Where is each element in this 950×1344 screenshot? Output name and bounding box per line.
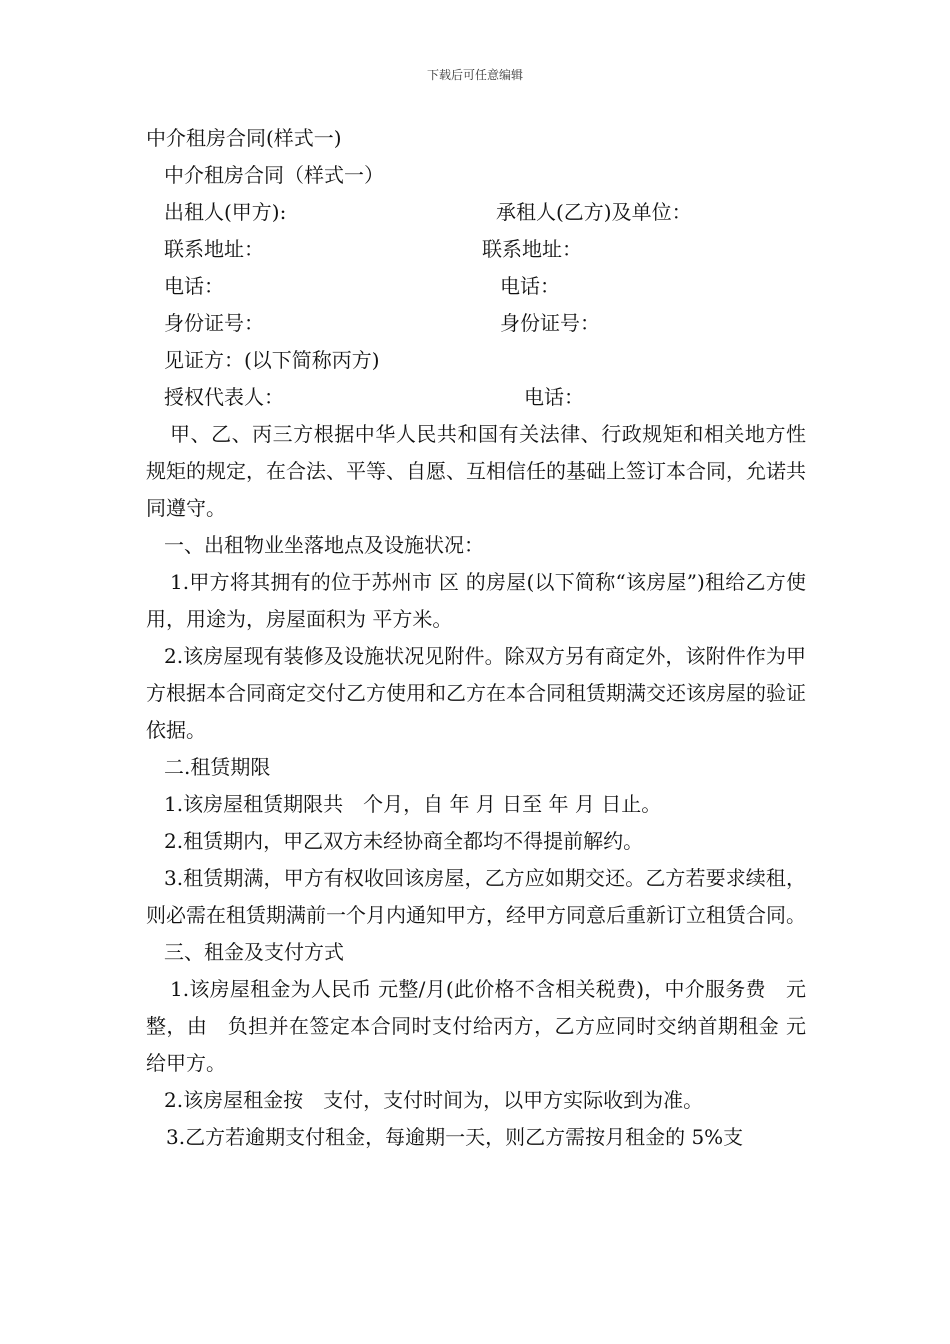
- lessor-phone-label: 电话：: [164, 274, 224, 298]
- section-1-heading: 一、出租物业坐落地点及设施状况：: [164, 533, 484, 557]
- section-3-item-1: 1.该房屋租金为人民币 元整/月(此价格不含相关税费)，中介服务费 元整，由 负担并在签定本合同时支付给丙方，乙方应同时交纳首期租金 元给甲方。: [146, 977, 806, 1075]
- lessee-phone-label: 电话：: [500, 274, 560, 298]
- section-2-item-2: 2.租赁期内，甲乙双方未经协商全都均不得提前解约。: [164, 829, 644, 853]
- party-row: [146, 268, 806, 305]
- section-3-item-3: 3.乙方若逾期支付租金，每逾期一天，则乙方需按月租金的 5%支: [166, 1125, 744, 1149]
- lessee-address-label: 联系地址：: [482, 237, 582, 261]
- lessor-label: 出租人(甲方):: [164, 200, 287, 224]
- witness-label: 见证方：(以下简称丙方): [164, 348, 380, 372]
- section-1-item-1: 1.甲方将其拥有的位于苏州市 区 的房屋(以下简称“该房屋”)租给乙方使用，用途为，房屋面积为 平方米。: [146, 570, 806, 631]
- section-3-item-2: 2.该房屋租金按 支付，支付时间为，以甲方实际收到为准。: [164, 1088, 704, 1112]
- document-subtitle: 中介租房合同（样式一）: [164, 163, 384, 187]
- lessee-label: 承租人(乙方)及单位：: [496, 200, 692, 224]
- party-row: [146, 305, 806, 342]
- section-2-heading: 二.租赁期限: [164, 755, 271, 779]
- party-row: [146, 194, 806, 231]
- document-title: 中介租房合同(样式一): [146, 126, 342, 150]
- page-header: 下载后可任意编辑: [426, 68, 523, 82]
- section-2-item-3: 3.租赁期满，甲方有权收回该房屋，乙方应如期交还。乙方若要求续租，则必需在租赁期满前一个月内通知甲方，经甲方同意后重新订立租赁合同。: [146, 866, 806, 927]
- authorized-rep-label: 授权代表人：: [164, 385, 284, 409]
- party-row: [146, 231, 806, 268]
- authorized-row: [146, 379, 806, 416]
- contract-body: [146, 120, 806, 1156]
- section-3-heading: 三、租金及支付方式: [164, 940, 344, 964]
- section-1-item-2: 2.该房屋现有装修及设施状况见附件。除双方另有商定外，该附件作为甲方根据本合同商定交付乙方使用和乙方在本合同租赁期满交还该房屋的验证依据。: [146, 644, 806, 742]
- section-2-item-1: 1.该房屋租赁期限共 个月，自 年 月 日至 年 月 日止。: [164, 792, 662, 816]
- lessor-address-label: 联系地址：: [164, 237, 264, 261]
- authorized-phone-label: 电话：: [524, 385, 584, 409]
- intro-paragraph: 甲、乙、丙三方根据中华人民共和国有关法律、行政规矩和相关地方性规矩的规定，在合法、平等、自愿、互相信任的基础上签订本合同，允诺共同遵守。: [146, 422, 806, 520]
- lessor-id-label: 身份证号：: [164, 311, 264, 335]
- lessee-id-label: 身份证号：: [500, 311, 600, 335]
